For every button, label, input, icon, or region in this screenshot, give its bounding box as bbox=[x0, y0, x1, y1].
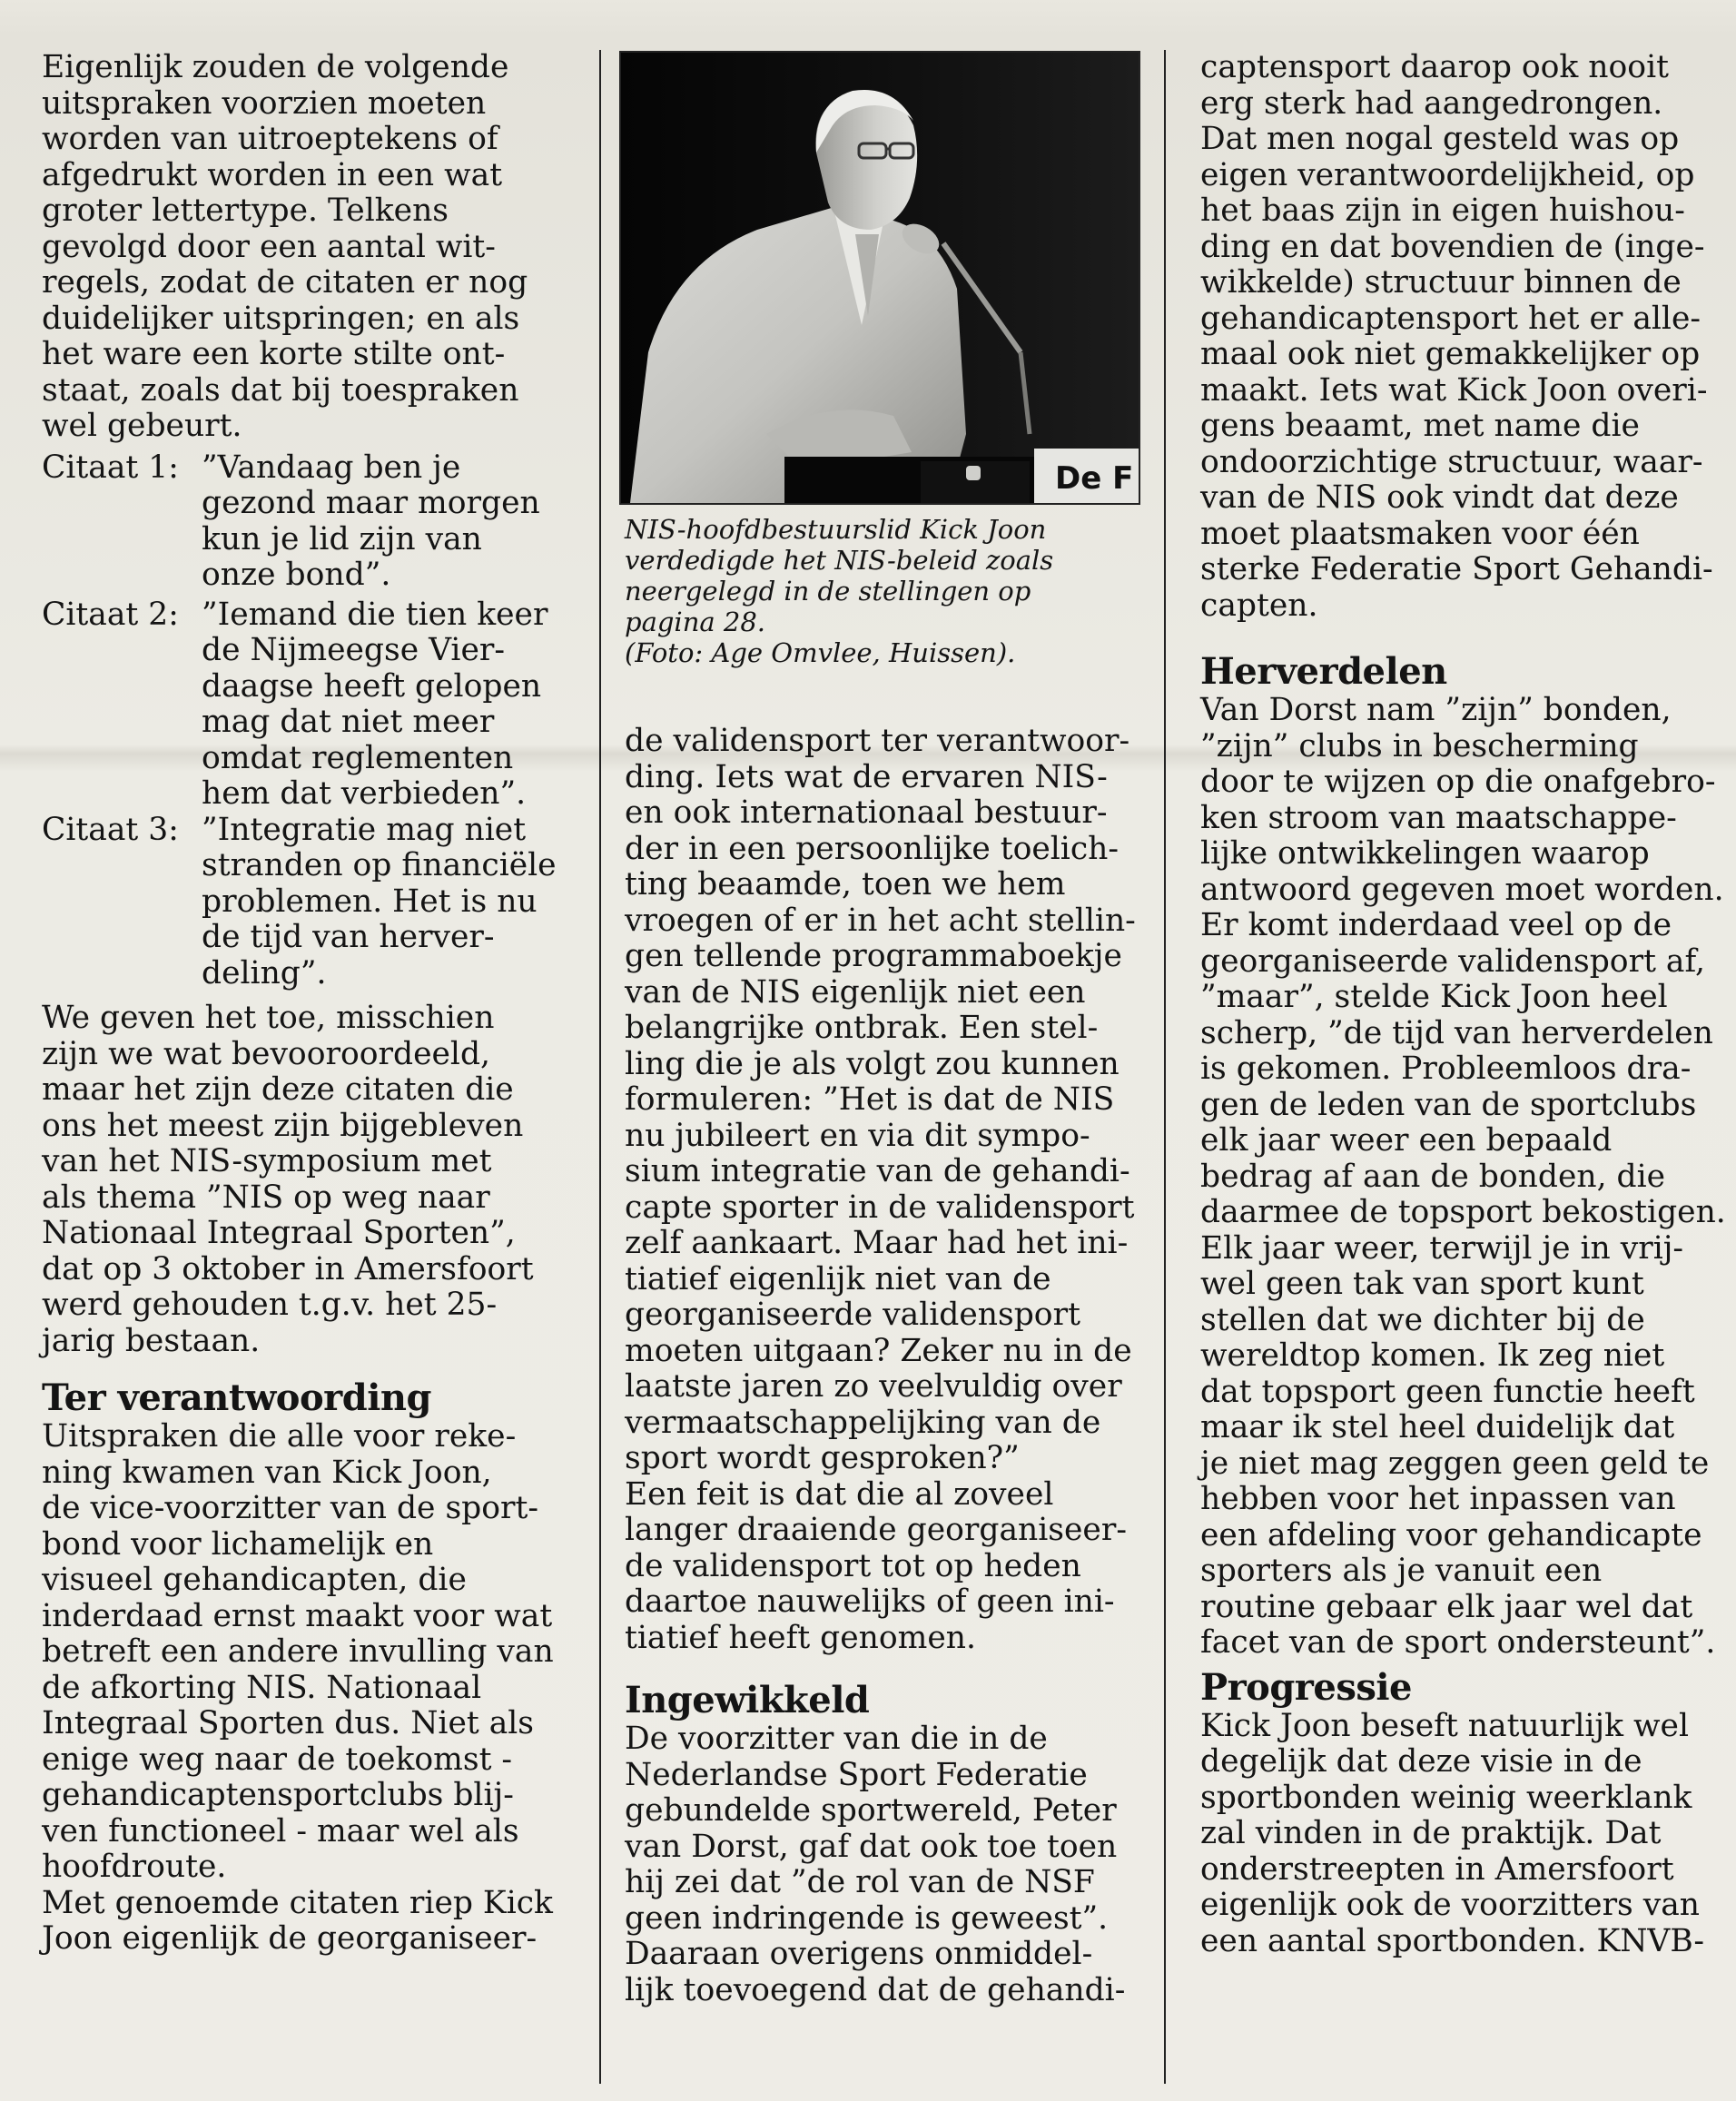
body-paragraph bbox=[1200, 692, 1726, 1662]
text-line: wereldtop komen. Ik zeg niet bbox=[1200, 1337, 1665, 1374]
text-line: de tijd van herver- bbox=[202, 919, 495, 955]
text-line: formuleren: ”Het is dat de NIS bbox=[625, 1081, 1115, 1118]
text-line: gen de leden van de sportclubs bbox=[1200, 1086, 1697, 1123]
text-line: sport wordt gesproken?” bbox=[625, 1440, 1020, 1476]
text-line: sportbonden weinig weerklank bbox=[1200, 1779, 1692, 1816]
podium-sign-text: De F bbox=[1055, 460, 1134, 497]
text-line: antwoord gegeven moet worden. bbox=[1200, 871, 1724, 908]
text-line: (Foto: Age Omvlee, Huissen). bbox=[625, 637, 1016, 668]
text-line: maakt. Iets wat Kick Joon overi- bbox=[1200, 371, 1708, 409]
text-line: gens beaamt, met name die bbox=[1200, 408, 1640, 444]
text-line: Eigenlijk zouden de volgende bbox=[42, 49, 509, 85]
text-line: staat, zoals dat bij toespraken bbox=[42, 371, 519, 409]
text-line: ”Iemand die tien keer bbox=[202, 596, 548, 633]
text-line: ”maar”, stelde Kick Joon heel bbox=[1200, 979, 1668, 1015]
text-line: van de NIS eigenlijk niet een bbox=[625, 973, 1086, 1011]
text-line: Uitspraken die alle voor reke- bbox=[42, 1418, 517, 1455]
section-heading: Progressie bbox=[1200, 1665, 1413, 1709]
text-line: Daaraan overigens onmiddel- bbox=[625, 1936, 1093, 1972]
text-line: facet van de sport ondersteunt”. bbox=[1200, 1624, 1716, 1661]
quote-text bbox=[202, 813, 564, 992]
text-line: belangrijke ontbrak. Een stel- bbox=[625, 1010, 1099, 1046]
text-line: problemen. Het is nu bbox=[202, 883, 538, 920]
text-line: Dat men nogal gesteld was op bbox=[1200, 121, 1680, 157]
text-line: als thema ”NIS op weg naar bbox=[42, 1179, 490, 1216]
text-line: der in een persoonlijke toelich- bbox=[625, 830, 1120, 867]
text-line: de validensport tot op heden bbox=[625, 1547, 1081, 1584]
text-line: routine gebaar elk jaar wel dat bbox=[1200, 1588, 1693, 1625]
text-line: langer draaiende georganiseer- bbox=[625, 1512, 1127, 1548]
text-line: is gekomen. Probleemloos dra- bbox=[1200, 1050, 1692, 1087]
text-line: afgedrukt worden in een wat bbox=[42, 156, 503, 193]
text-line: de vice-voorzitter van de sport- bbox=[42, 1490, 539, 1526]
text-line: ondoorzichtige structuur, waar- bbox=[1200, 443, 1703, 480]
text-line: vroegen of er in het acht stellin- bbox=[625, 902, 1136, 939]
text-line: de validensport ter verantwoor- bbox=[625, 723, 1130, 759]
text-line: inderdaad ernst maakt voor wat bbox=[42, 1597, 553, 1634]
text-line: worden van uitroeptekens of bbox=[42, 121, 498, 157]
text-line: van het NIS-symposium met bbox=[42, 1143, 492, 1179]
text-line: Kick Joon beseft natuurlijk wel bbox=[1200, 1707, 1689, 1744]
text-line: georganiseerde validensport bbox=[625, 1297, 1080, 1333]
text-line: uitspraken voorzien moeten bbox=[42, 84, 487, 122]
text-line: Elk jaar weer, terwijl je in vrij- bbox=[1200, 1229, 1684, 1267]
speaker-photo bbox=[619, 51, 1140, 505]
body-paragraph bbox=[42, 1001, 564, 1359]
text-line: erg sterk had aangedrongen. bbox=[1200, 84, 1663, 122]
text-line: en ook internationaal bestuur- bbox=[625, 794, 1108, 831]
body-paragraph bbox=[1200, 50, 1718, 624]
text-line: ”zijn” clubs in bescherming bbox=[1200, 727, 1639, 764]
text-line: pagina 28. bbox=[625, 607, 765, 637]
text-line: sium integratie van de gehandi- bbox=[625, 1153, 1130, 1189]
text-line: daarmee de topsport bekostigen. bbox=[1200, 1194, 1726, 1230]
text-line: De voorzitter van die in de bbox=[625, 1721, 1048, 1757]
text-line: je niet mag zeggen geen geld te bbox=[1200, 1445, 1710, 1482]
text-line: deling”. bbox=[202, 954, 327, 991]
text-line: visueel gehandicapten, die bbox=[42, 1562, 467, 1598]
text-line: georganiseerde validensport af, bbox=[1200, 942, 1705, 980]
text-line: sterke Federatie Sport Gehandi- bbox=[1200, 551, 1713, 587]
text-line: groter lettertype. Telkens bbox=[42, 192, 449, 229]
body-paragraph bbox=[625, 1721, 1147, 2008]
text-line: ding. Iets wat de ervaren NIS- bbox=[625, 758, 1108, 795]
text-line: hem dat verbieden”. bbox=[202, 775, 527, 812]
text-line: omdat reglementen bbox=[202, 739, 514, 776]
quote-label: Citaat 3: bbox=[42, 811, 179, 848]
section-heading: Ter verantwoording bbox=[42, 1376, 431, 1419]
body-paragraph bbox=[1200, 1709, 1718, 1960]
text-line: zal vinden in de praktijk. Dat bbox=[1200, 1815, 1662, 1851]
text-line: Joon eigenlijk de georganiseer- bbox=[42, 1920, 538, 1957]
text-line: laatste jaren zo veelvuldig over bbox=[625, 1368, 1122, 1405]
text-line: onderstreepten in Amersfoort bbox=[1200, 1850, 1674, 1888]
text-line: de afkorting NIS. Nationaal bbox=[42, 1669, 482, 1706]
text-line: neergelegd in de stellingen op bbox=[625, 576, 1031, 607]
quote-text bbox=[202, 597, 564, 813]
text-line: eigen verantwoordelijkheid, op bbox=[1200, 156, 1695, 193]
text-line: wel geen tak van sport kunt bbox=[1200, 1266, 1644, 1302]
text-line: een aantal sportbonden. KNVB- bbox=[1200, 1922, 1704, 1959]
text-line: werd gehouden t.g.v. het 25- bbox=[42, 1287, 498, 1323]
text-line: eigenlijk ook de voorzitters van bbox=[1200, 1887, 1701, 1923]
text-line: Nationaal Integraal Sporten”, bbox=[42, 1215, 516, 1251]
text-line: Nederlandse Sport Federatie bbox=[625, 1756, 1088, 1793]
text-line: het ware een korte stilte ont- bbox=[42, 336, 506, 372]
text-line: door te wijzen op die onafgebro- bbox=[1200, 764, 1716, 800]
text-line: het baas zijn in eigen huishou- bbox=[1200, 192, 1685, 229]
text-line: van Dorst, gaf dat ook toe toen bbox=[625, 1828, 1118, 1865]
text-line: jarig bestaan. bbox=[42, 1322, 261, 1359]
text-line: Met genoemde citaten riep Kick bbox=[42, 1884, 553, 1921]
quote-1 bbox=[42, 450, 564, 594]
text-line: bedrag af aan de bonden, die bbox=[1200, 1158, 1666, 1195]
speaker-photo-drawing bbox=[621, 53, 1139, 503]
text-line: gehandicaptensportclubs blij- bbox=[42, 1777, 514, 1813]
text-line: ven functioneel - maar wel als bbox=[42, 1812, 519, 1849]
text-line: Een feit is dat die al zoveel bbox=[625, 1475, 1054, 1513]
text-line: ”Vandaag ben je bbox=[202, 449, 461, 486]
text-line: gebundelde sportwereld, Peter bbox=[625, 1792, 1117, 1829]
text-line: daagse heeft gelopen bbox=[202, 667, 542, 705]
text-line: enige weg naar de toekomst - bbox=[42, 1741, 513, 1778]
text-line: ling die je als volgt zou kunnen bbox=[625, 1045, 1120, 1082]
body-paragraph bbox=[42, 1419, 564, 1958]
photo-caption bbox=[625, 514, 1151, 668]
quote-label: Citaat 2: bbox=[42, 596, 179, 633]
quote-list bbox=[42, 450, 564, 992]
text-line: gen tellende programmaboekje bbox=[625, 938, 1122, 974]
text-line: degelijk dat deze visie in de bbox=[1200, 1743, 1642, 1780]
text-line: tiatief eigenlijk niet van de bbox=[625, 1260, 1051, 1297]
quote-text bbox=[202, 450, 564, 594]
text-line: dat topsport geen functie heeft bbox=[1200, 1373, 1695, 1410]
section-heading: Herverdelen bbox=[1200, 650, 1447, 693]
text-line: gezond maar morgen bbox=[202, 485, 540, 521]
column-3 bbox=[1200, 49, 1726, 1959]
text-line: scherp, ”de tijd van herverdelen bbox=[1200, 1014, 1713, 1051]
text-line: sporters als je vanuit een bbox=[1200, 1553, 1603, 1589]
column-rule-left bbox=[599, 50, 601, 2084]
text-line: maal ook niet gemakkelijker op bbox=[1200, 336, 1701, 372]
column-1 bbox=[42, 50, 564, 1958]
text-line: elk jaar weer een bepaald bbox=[1200, 1122, 1613, 1159]
text-line: captensport daarop ook nooit bbox=[1200, 49, 1669, 85]
text-line: gehandicaptensport het er alle- bbox=[1200, 300, 1701, 337]
text-line: ding en dat bovendien de (inge- bbox=[1200, 228, 1705, 265]
text-line: maar ik stel heel duidelijk dat bbox=[1200, 1409, 1675, 1445]
text-line: tiatief heeft genomen. bbox=[625, 1619, 976, 1656]
text-line: geen indringende is geweest”. bbox=[625, 1899, 1109, 1937]
text-line: regels, zodat de citaten er nog bbox=[42, 264, 528, 301]
text-line: van de NIS ook vindt dat deze bbox=[1200, 479, 1679, 516]
text-line: wikkelde) structuur binnen de bbox=[1200, 264, 1682, 301]
text-line: NIS-hoofdbestuurslid Kick Joon bbox=[625, 514, 1047, 545]
text-line: ning kwamen van Kick Joon, bbox=[42, 1454, 492, 1491]
column-rule-right bbox=[1164, 50, 1166, 2084]
text-line: lijk toevoegend dat de gehandi- bbox=[625, 1971, 1126, 2008]
text-line: hoofdroute. bbox=[42, 1849, 227, 1885]
quote-2 bbox=[42, 597, 564, 813]
text-line: zelf aankaart. Maar had het ini- bbox=[625, 1225, 1129, 1261]
text-line: stranden op financiële bbox=[202, 847, 557, 883]
text-line: duidelijker uitspringen; en als bbox=[42, 300, 520, 337]
text-line: ken stroom van maatschappe- bbox=[1200, 799, 1677, 836]
text-line: capten. bbox=[1200, 587, 1318, 624]
text-line: bond voor lichamelijk en bbox=[42, 1525, 434, 1563]
text-line: nu jubileert en via dit sympo- bbox=[625, 1117, 1090, 1154]
text-line: stellen dat we dichter bij de bbox=[1200, 1301, 1645, 1338]
text-line: lijke ontwikkelingen waarop bbox=[1200, 835, 1650, 872]
text-line: ”Integratie mag niet bbox=[202, 811, 527, 848]
text-line: We geven het toe, misschien bbox=[42, 1000, 495, 1036]
text-line: moeten uitgaan? Zeker nu in de bbox=[625, 1332, 1132, 1369]
text-line: wel gebeurt. bbox=[42, 408, 242, 444]
text-line: capte sporter in de validensport bbox=[625, 1189, 1135, 1226]
body-paragraph bbox=[625, 724, 1147, 1656]
section-heading: Ingewikkeld bbox=[625, 1679, 870, 1721]
text-line: zijn we wat bevooroordeeld, bbox=[42, 1035, 491, 1072]
text-line: dat op 3 oktober in Amersfoort bbox=[42, 1250, 534, 1287]
text-line: daartoe nauwelijks of geen ini- bbox=[625, 1583, 1115, 1620]
text-line: ting beaamde, toen we hem bbox=[625, 866, 1066, 903]
text-line: Er komt inderdaad veel op de bbox=[1200, 907, 1672, 943]
intro-paragraph bbox=[42, 50, 564, 445]
quote-label: Citaat 1: bbox=[42, 449, 179, 486]
text-line: betreft een andere invulling van bbox=[42, 1633, 554, 1670]
text-line: Van Dorst nam ”zijn” bonden, bbox=[1200, 692, 1672, 728]
text-line: Integraal Sporten dus. Niet als bbox=[42, 1705, 535, 1741]
text-line: verdedigde het NIS-beleid zoals bbox=[625, 545, 1054, 576]
text-line: maar het zijn deze citaten die bbox=[42, 1071, 514, 1108]
text-line: kun je lid zijn van bbox=[202, 520, 482, 557]
column-2 bbox=[625, 724, 1147, 2008]
text-line: moet plaatsmaken voor één bbox=[1200, 515, 1640, 552]
quote-3 bbox=[42, 813, 564, 992]
text-line: vermaatschappelijking van de bbox=[625, 1404, 1101, 1441]
text-line: mag dat niet meer bbox=[202, 704, 495, 740]
text-line: onze bond”. bbox=[202, 557, 391, 593]
text-line: de Nijmeegse Vier- bbox=[202, 632, 506, 668]
text-line: hebben voor het inpassen van bbox=[1200, 1481, 1676, 1517]
text-line: ons het meest zijn bijgebleven bbox=[42, 1107, 524, 1144]
text-line: hij zei dat ”de rol van de NSF bbox=[625, 1864, 1095, 1900]
text-line: gevolgd door een aantal wit- bbox=[42, 228, 496, 265]
text-line: een afdeling voor gehandicapte bbox=[1200, 1516, 1702, 1554]
